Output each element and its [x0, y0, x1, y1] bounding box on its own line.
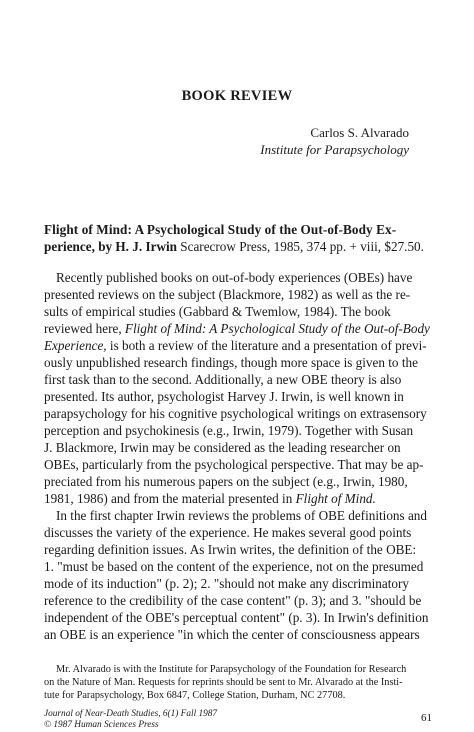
- footnote-line: Mr. Alvarado is with the Institute for Parapsychology of the Foundation for Research: [56, 664, 407, 675]
- body-line: presented reviews on the subject (Blackmore, 1982) as well as the re-: [44, 287, 411, 302]
- body-text-span: is both a review of the literature and a presentation of previ-: [106, 338, 427, 353]
- citation-line-1: Flight of Mind: A Psychological Study of the Out-of-Body Ex-: [44, 222, 397, 237]
- body-line: [44, 338, 427, 354]
- book-title-italic: Flight of Mind.: [295, 491, 376, 506]
- body-line: [44, 491, 376, 507]
- section-title: BOOK REVIEW: [181, 88, 293, 104]
- body-line: regarding definition issues. As Irwin writes, the definition of the OBE:: [44, 542, 417, 557]
- copyright-line: © 1987 Human Sciences Press: [44, 720, 159, 730]
- body-line: independent of the OBE's perceptual content" (p. 3). In Irwin's definition: [44, 610, 429, 625]
- journal-citation: Journal of Near-Death Studies, 6(1) Fall 1987: [44, 709, 218, 719]
- author-affiliation: Institute for Parapsychology: [260, 142, 409, 157]
- body-line: presented. Its author, psychologist Harvey J. Irwin, is well known in: [44, 389, 404, 404]
- citation-publisher: Scarecrow Press, 1985, 374 pp. + viii, $27.50.: [176, 239, 424, 254]
- body-line: ously unpublished research findings, though more space is given to the: [44, 355, 418, 370]
- body-line: reference to the credibility of the case content" (p. 3); and 3. "should be: [44, 593, 422, 608]
- body-line: discusses the variety of the experience. He makes several good points: [44, 525, 412, 540]
- page-number: 61: [421, 712, 432, 724]
- book-title-italic: Flight of Mind: A Psychological Study of the Out-of-Body: [124, 321, 430, 336]
- body-line: preciated from his numerous papers on the subject (e.g., Irwin, 1980,: [44, 474, 408, 489]
- body-line: In the first chapter Irwin reviews the problems of OBE definitions and: [56, 508, 427, 523]
- footnote-line: on the Nature of Man. Requests for reprints should be sent to Mr. Alvarado at the Insti-: [44, 677, 403, 688]
- body-line: Recently published books on out-of-body experiences (OBEs) have: [56, 270, 413, 285]
- body-line: mode of its induction" (p. 2); 2. "should not make any discriminatory: [44, 576, 409, 591]
- body-text-span: 1981, 1986) and from the material presented in: [44, 491, 296, 506]
- body-text-span: reviewed here,: [44, 321, 125, 336]
- citation-line-2: [44, 239, 424, 255]
- body-line: J. Blackmore, Irwin may be considered as the leading researcher on: [44, 440, 401, 455]
- body-line: [44, 321, 430, 337]
- book-title-italic: Experience,: [44, 338, 107, 353]
- citation-author: perience, by H. J. Irwin: [44, 239, 177, 254]
- body-line: parapsychology for his cognitive psychological writings on extrasensory: [44, 406, 427, 421]
- body-line: an OBE is an experience "in which the center of consciousness appears: [44, 627, 420, 642]
- body-line: perception and psychokinesis (e.g., Irwin, 1979). Together with Susan: [44, 423, 414, 438]
- author-name: Carlos S. Alvarado: [310, 125, 409, 140]
- body-line: 1. "must be based on the content of the experience, not on the presumed: [44, 559, 424, 574]
- footnote-line: tute for Parapsychology, Box 6847, College Station, Durham, NC 27708.: [44, 690, 346, 701]
- body-line: OBEs, particularly from the psychological perspective. That may be ap-: [44, 457, 424, 472]
- body-line: sults of empirical studies (Gabbard & Twemlow, 1984). The book: [44, 304, 391, 319]
- body-line: first task than to the second. Additionally, a new OBE theory is also: [44, 372, 402, 387]
